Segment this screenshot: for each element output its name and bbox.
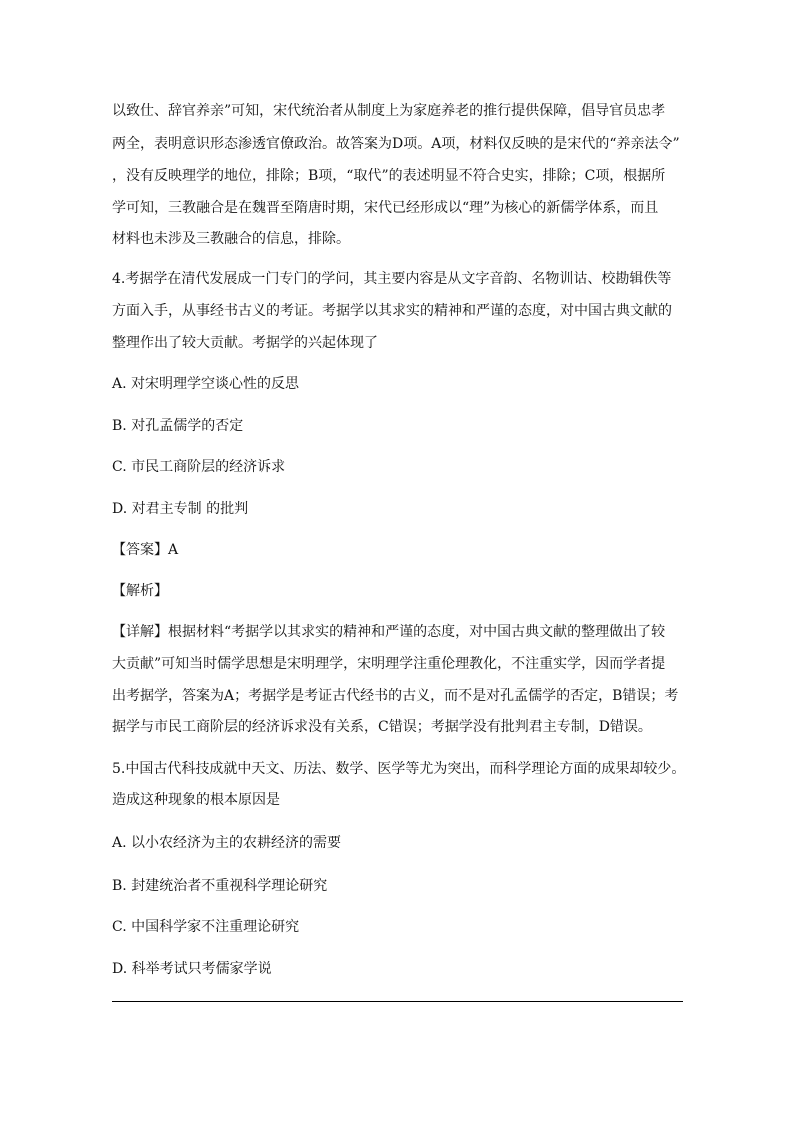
q4-option-b: B. 对孔孟儒学的否定 — [112, 418, 244, 434]
intro-line-5: 材料也未涉及三教融合的信息，排除。 — [112, 231, 350, 247]
q5-stem-line-2: 造成这种现象的根本原因是 — [112, 792, 280, 808]
q5-option-a: A. 以小农经济为主的农耕经济的需要 — [112, 835, 342, 851]
q5-option-b: B. 封建统治者不重视科学理论研究 — [112, 878, 328, 894]
q5-option-c: C. 中国科学家不注重理论研究 — [112, 919, 300, 935]
q4-stem-line-1: 4.考据学在清代发展成一门专门的学问，其主要内容是从文字音韵、名物训诂、校勘辑佚等 — [112, 271, 672, 287]
intro-line-3: ，没有反映理学的地位，排除；B项，“取代”的表述明显不符合史实，排除；C项，根据所 — [112, 168, 666, 184]
intro-line-2: 两全，表明意识形态渗透官僚政治。故答案为D项。A项，材料仅反映的是宋代的“养亲法令” — [112, 136, 680, 152]
q4-analysis-line-3: 出考据学，答案为A；考据学是考证古代经书的古义，而不是对孔孟儒学的否定，B错误；考 — [112, 688, 679, 704]
intro-line-1: 以致仕、辞官养亲”可知，宋代统治者从制度上为家庭养老的推行提供保障，倡导官员忠孝 — [112, 103, 666, 119]
q4-analysis-line-2: 大贡献”可知当时儒学思想是宋明理学，宋明理学注重伦理教化，不注重实学，因而学者提 — [112, 656, 666, 672]
q4-option-a: A. 对宋明理学空谈心性的反思 — [112, 376, 300, 392]
q4-option-c: C. 市民工商阶层的经济诉求 — [112, 459, 286, 475]
page-divider — [112, 1001, 683, 1002]
q4-analysis-line-4: 据学与市民工商阶层的经济诉求没有关系，C错误；考据学没有批判君主专制，D错误。 — [112, 719, 652, 735]
q4-option-d: D. 对君主专制 的批判 — [112, 501, 249, 517]
q5-option-d: D. 科举考试只考儒家学说 — [112, 961, 272, 977]
q4-stem-line-2: 方面入手，从事经书古义的考证。考据学以其求实的精神和严谨的态度，对中国古典文献的 — [112, 303, 672, 319]
q4-stem-line-3: 整理作出了较大贡献。考据学的兴起体现了 — [112, 335, 378, 351]
q4-analysis-line-1: 【详解】根据材料“考据学以其求实的精神和严谨的态度，对中国古典文献的整理做出了较 — [112, 624, 666, 640]
q4-answer: 【答案】A — [112, 542, 179, 558]
q4-analysis-heading: 【解析】 — [112, 583, 168, 599]
q5-stem-line-1: 5.中国古代科技成就中天文、历法、数学、医学等尤为突出，而科学理论方面的成果却较少。 — [112, 761, 686, 777]
intro-line-4: 学可知，三教融合是在魏晋至隋唐时期，宋代已经形成以“理”为核心的新儒学体系，而且 — [112, 200, 659, 216]
